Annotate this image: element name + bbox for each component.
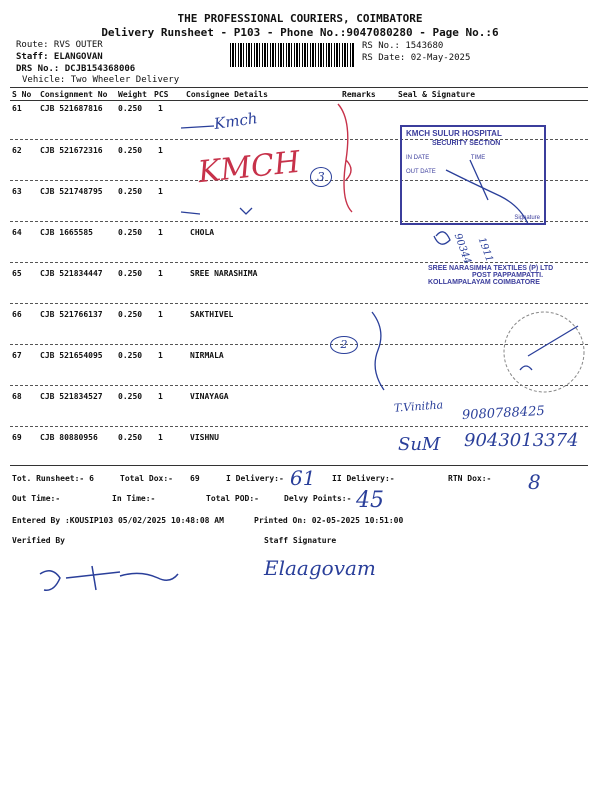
total-dox-value: 69 <box>190 474 200 483</box>
staff-signature-label: Staff Signature <box>264 536 337 545</box>
printed-on: Printed On: 02-05-2025 10:51:00 <box>254 516 404 525</box>
runsheet-title: Delivery Runsheet - P103 - Phone No.:9047080280 - Page No.:6 <box>101 26 499 39</box>
col-seal: Seal & Signature <box>398 90 476 99</box>
verified-signature <box>56 562 59 563</box>
kmch-stamp-sub: SECURITY SECTION <box>432 140 501 147</box>
row-consignee: SREE NARASHIMA <box>190 269 258 278</box>
hand-circle-two: 2 <box>330 336 358 354</box>
out-time-label: Out Time:- <box>12 494 61 503</box>
col-consignment: Consignment No <box>40 90 108 99</box>
row-pcs: 1 <box>158 392 163 401</box>
row-sno: 64 <box>12 228 22 237</box>
col-sno: S No <box>12 90 32 99</box>
row-consignee: VINAYAGA <box>190 392 229 401</box>
i-delivery-label: I Delivery:- <box>226 474 284 483</box>
hand-delvy-value: 45 <box>356 488 384 513</box>
row-consignment: CJB 521834447 <box>40 269 103 278</box>
total-dox-label: Total Dox:- <box>120 474 173 483</box>
delvy-points-label: Delvy Points:- <box>284 494 352 503</box>
col-consignee: Consignee Details <box>186 90 268 99</box>
row-pcs: 1 <box>158 187 163 196</box>
sree-stamp-line-2: POST PAPPAMPATTI. <box>472 272 544 279</box>
row-sno: 69 <box>12 433 22 442</box>
staff-signature: Elaagovam <box>264 556 376 580</box>
row-sno: 66 <box>12 310 22 319</box>
row-weight: 0.250 <box>118 187 143 196</box>
row-weight: 0.250 <box>118 146 143 155</box>
row-consignment: CJB 521766137 <box>40 310 103 319</box>
entered-by: Entered By :KOUSIP103 05/02/2025 10:48:08 AM <box>12 516 224 525</box>
vehicle: Vehicle: Two Wheeler Delivery <box>22 75 180 85</box>
row-pcs: 1 <box>158 433 163 442</box>
row-consignment: CJB 521748795 <box>40 187 103 196</box>
row-sno: 63 <box>12 187 22 196</box>
kmch-in-date: IN DATE <box>406 155 430 161</box>
hand-phone-2: 9043013374 <box>464 430 579 451</box>
tot-runsheet: Tot. Runsheet:- 6 <box>12 474 94 483</box>
hand-sum: SuM <box>398 434 441 455</box>
sree-stamp <box>428 265 578 286</box>
kmch-stamp-row-1 <box>402 147 544 161</box>
row-weight: 0.250 <box>118 433 143 442</box>
rs-date: RS Date: 02-May-2025 <box>362 53 471 63</box>
row-consignee: VISHNU <box>190 433 219 442</box>
ii-delivery-label: II Delivery:- <box>332 474 395 483</box>
col-weight: Weight <box>118 90 147 99</box>
row-consignment: CJB 521672316 <box>40 146 103 155</box>
company-title: THE PROFESSIONAL COURIERS, COIMBATORE <box>177 12 423 25</box>
row-sno: 65 <box>12 269 22 278</box>
row-weight: 0.250 <box>118 104 143 113</box>
row-consignee: NIRMALA <box>190 351 224 360</box>
hand-phone-1: 9080788425 <box>461 403 546 424</box>
row-sno: 61 <box>12 104 22 113</box>
row-pcs: 1 <box>158 269 163 278</box>
hand-kmch-big: KMCH <box>196 144 302 191</box>
row-weight: 0.250 <box>118 269 143 278</box>
hand-rtn-value: 8 <box>528 470 541 494</box>
row-consignee: SAKTHIVEL <box>190 310 234 319</box>
total-pod-label: Total POD:- <box>206 494 259 503</box>
hand-vinitha: T.Vinitha <box>393 398 444 415</box>
kmch-signature: Signature <box>514 215 540 221</box>
row-sno: 67 <box>12 351 22 360</box>
rs-no: RS No.: 1543680 <box>362 41 444 51</box>
row-pcs: 1 <box>158 228 163 237</box>
kmch-time: TIME <box>470 155 486 161</box>
hand-kmch-small: Kmch <box>212 109 259 133</box>
hand-num-90344: 90344 <box>451 232 473 266</box>
row-weight: 0.250 <box>118 392 143 401</box>
row-consignment: CJB 521834527 <box>40 392 103 401</box>
hand-num-1911: 1911 <box>475 236 495 264</box>
row-weight: 0.250 <box>118 310 143 319</box>
row-weight: 0.250 <box>118 351 143 360</box>
drs-no: DRS No.: DCJB154368006 <box>16 64 136 74</box>
hand-i-delivery-value: 61 <box>290 466 316 490</box>
kmch-out-date: OUT DATE <box>406 169 436 175</box>
row-consignment: CJB 80880956 <box>40 433 98 442</box>
row-weight: 0.250 <box>118 228 143 237</box>
row-pcs: 1 <box>158 146 163 155</box>
kmch-stamp-title: KMCH SULUR HOSPITAL <box>406 129 502 138</box>
hand-circle-three: 3 <box>310 167 332 187</box>
sree-stamp-line-3: KOLLAMPALAYAM COIMBATORE <box>428 279 540 286</box>
row-consignee: CHOLA <box>190 228 215 237</box>
kmch-stamp <box>400 125 546 225</box>
rtn-dox-label: RTN Dox:- <box>448 474 492 483</box>
col-remarks: Remarks <box>342 90 376 99</box>
route: Route: RVS OUTER <box>16 40 103 50</box>
row-sno: 68 <box>12 392 22 401</box>
staff: Staff: ELANGOVAN <box>16 52 103 62</box>
row-consignment: CJB 521687816 <box>40 104 103 113</box>
row-pcs: 1 <box>158 351 163 360</box>
col-pcs: PCS <box>154 90 169 99</box>
row-pcs: 1 <box>158 104 163 113</box>
sree-stamp-line-1: SREE NARASIMHA TEXTILES (P) LTD <box>428 265 554 272</box>
row-sno: 62 <box>12 146 22 155</box>
row-pcs: 1 <box>158 310 163 319</box>
in-time-label: In Time:- <box>112 494 156 503</box>
verified-by-label: Verified By <box>12 536 65 545</box>
row-consignment: CJB 521654095 <box>40 351 103 360</box>
row-consignment: CJB 1665585 <box>40 228 93 237</box>
